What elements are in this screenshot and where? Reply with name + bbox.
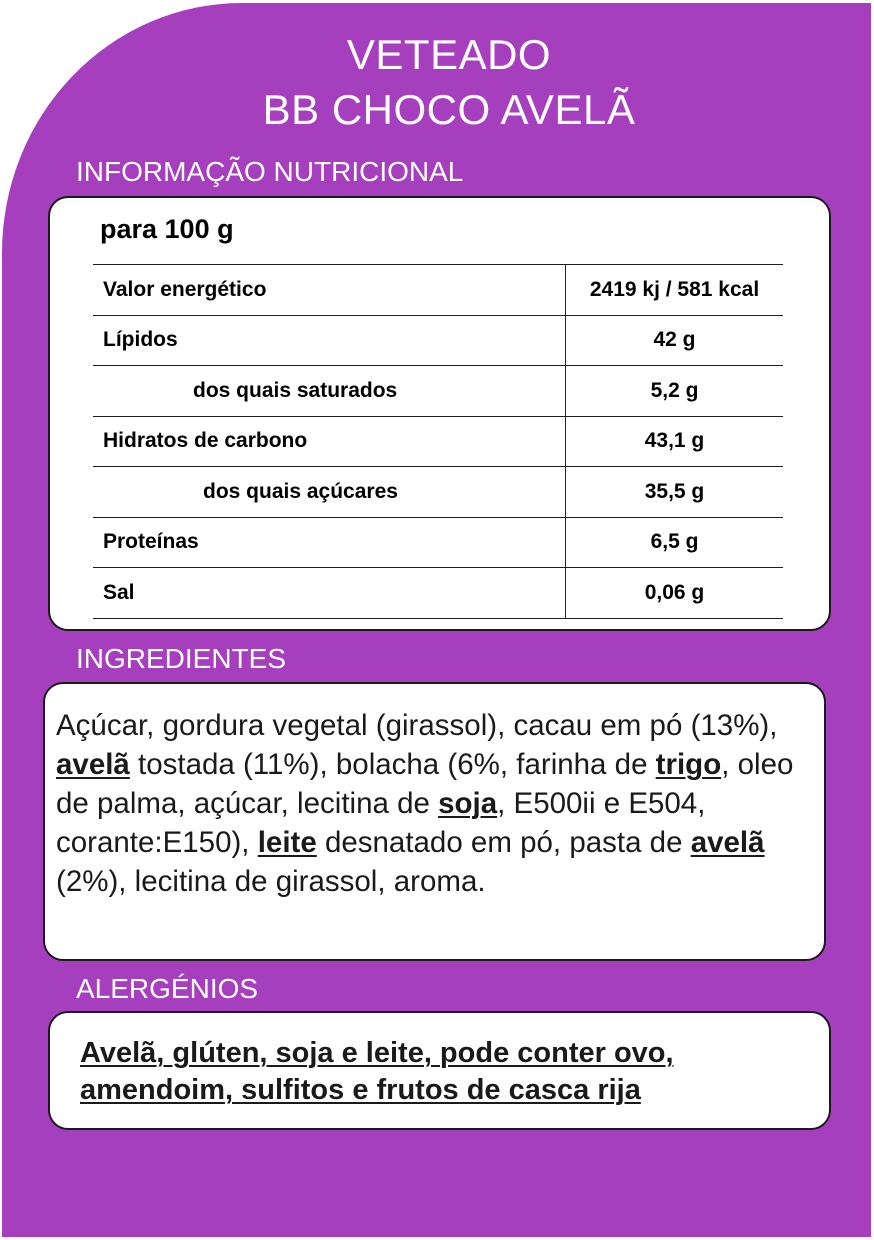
nutrient-name: dos quais açúcares (93, 467, 566, 518)
ingredient-text: Açúcar, gordura vegetal (girassol), cacau em pó (13%), (56, 709, 778, 742)
table-row (93, 568, 783, 619)
allergen-highlight: trigo (655, 748, 722, 781)
table-row (93, 416, 783, 467)
table-row (93, 315, 783, 366)
product-title-line2: BB CHOCO AVELÃ (262, 86, 636, 133)
nutrient-value: 2419 kj / 581 kcal (566, 265, 784, 316)
nutrient-value: 6,5 g (566, 517, 784, 568)
per-100g-label: para 100 g (100, 214, 234, 244)
nutrient-name: Hidratos de carbono (93, 416, 566, 467)
allergen-highlight: avelã (690, 826, 765, 859)
nutrient-name: Lípidos (93, 315, 566, 366)
ingredient-text: desnatado em pó, pasta de (316, 826, 691, 859)
table-row (93, 265, 783, 316)
ingredients-text (56, 706, 831, 901)
nutrient-name: Sal (93, 568, 566, 619)
ingredients-box (43, 682, 826, 961)
table-row (93, 467, 783, 518)
ingredient-text: , oleo de palma, açúcar, lecitina de (56, 748, 794, 820)
nutrient-value: 35,5 g (566, 467, 784, 518)
allergens-text: Avelã, glúten, soja e leite, pode conter ovo, amendoim, sulfitos e frutos de casca rija (80, 1037, 674, 1106)
nutrient-name: Valor energético (93, 265, 566, 316)
ingredient-text: tostada (11%), bolacha (6%, farinha de (129, 748, 656, 781)
table-row (93, 517, 783, 568)
nutrition-box (48, 196, 831, 631)
table-row (93, 366, 783, 417)
allergens-heading: ALERGÉNIOS (76, 973, 259, 1004)
ingredient-text: , E500ii e E504, corante:E150), (56, 787, 706, 859)
allergen-highlight: soja (438, 787, 498, 820)
ingredient-text: (2%), lecitina de girassol, aroma. (56, 865, 486, 898)
nutrient-value: 5,2 g (566, 366, 784, 417)
nutrition-heading: INFORMAÇÃO NUTRICIONAL (76, 156, 464, 187)
nutrient-name: Proteínas (93, 517, 566, 568)
nutrient-name: dos quais saturados (93, 366, 566, 417)
nutrient-value: 0,06 g (566, 568, 784, 619)
nutrition-table (93, 264, 783, 619)
product-title-line1: VETEADO (346, 31, 552, 78)
ingredients-heading: INGREDIENTES (76, 643, 287, 674)
allergens-box (48, 1011, 831, 1130)
allergen-highlight: avelã (56, 748, 130, 781)
nutrient-value: 42 g (566, 315, 784, 366)
allergen-highlight: leite (257, 826, 317, 859)
nutrient-value: 43,1 g (566, 416, 784, 467)
